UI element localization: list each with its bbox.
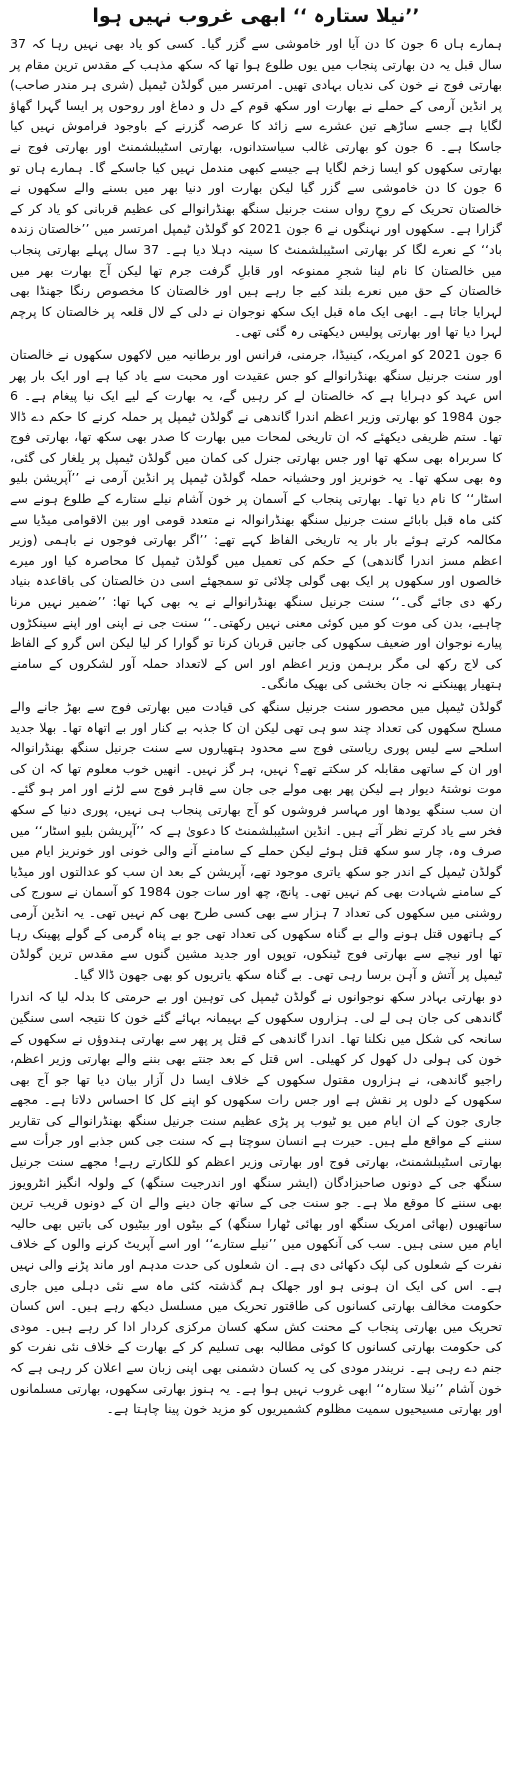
article-paragraph: گولڈن ٹیمپل میں محصور سنت جرنیل سنگھ کی قیادت میں بھارتی فوج سے بھڑ جانے والے مسلح سکھوں کی تعداد چند سو ہی تھی لیکن ان کا جذبہ بے کنار اور بے اتھاہ تھا۔ بھلا جدید اسلحے سے لیس پوری ریاستی فوج سے محدود ہتھیاروں سے سنت جرنیل سنگھ بھنڈرانوالہ اور ان کے ساتھی مقابلہ کر سکتے تھے؟ نہیں، ہر گز نہیں۔ انھیں خوب معلوم تھا کہ ان کی موت نوشتۂ دیوار ہے لیکن پھر بھی مولے جی جان سے قاہر فوج سے لڑنے اور امر ہو گئے۔ ان سب سنگھ یودھا اور مہاسر فروشوں کو آج بھارتی پنجاب ہی نہیں، پوری دنیا کے سکھ فخر سے یاد کرتے نظر آتے ہیں۔ انڈین اسٹیبلشمنٹ کا دعویٰ ہے کہ ’’آپریشن بلیو اسٹار‘‘ میں صرف وہ، چار سو سکھ قتل ہوئے لیکن حملے کے سامنے آنے والی خونی اور خونریز ایام میں گولڈن ٹیمپل کے اندر جو سکھ یاتری موجود تھے، آپریشن کے بعد ان سب کو عدالتوں اور میڈیا کے سامنے شہادت بھی کم نہیں تھی۔ پانچ، چھ اور سات جون 1984 کو آسمان نے سورج کی روشنی میں سکھوں کی تعداد 7 ہزار سے بھی کسی طرح بھی کم نہیں تھی۔ یہ انڈین آرمی کے ہاتھوں قتل ہونے والے بے گناہ سکھوں کی تعداد تھی جو بے پناہ گرمی کے گولے پھینک رہا تھا اور نیچے سے بھارتی فوج ٹینکوں، توپوں اور جدید مشین گنوں سے مقدس ترین گولڈن ٹیمپل پر آتش و آہن برسا رہی تھی۔ بے گناہ سکھ یاتریوں کو بھی جھون ڈالا گیا۔: [10, 699, 502, 982]
article-paragraph: 6 جون 2021 کو امریکہ، کینیڈا، جرمنی، فرانس اور برطانیہ میں لاکھوں سکھوں نے خالصتان اور سنت جرنیل سنگھ بھنڈرانوالے کو جس عقیدت اور محبت سے یاد کیا ہے اور ایک بار پھر اس عہد کو دہرایا ہے کہ خالصتان لے کر رہیں گے، یہ بھارت کے لیے ایک نیا پیغام ہے۔ 6 جون 1984 کو بھارتی وزیر اعظم اندرا گاندھی نے گولڈن ٹیمپل پر حملہ کرنے کا حکم دے ڈالا تھا۔ ستم ظریفی دیکھئے کہ ان تاریخی لمحات میں بھارت کا صدر بھی سکھ تھا، بھارتی فوج کا سربراہ بھی سکھ تھا اور جس بھارتی جنرل کی کمان میں گولڈن ٹیمپل پر یلغار کی گئی، وہ بھی سکھ تھا۔ یہ خونریز اور وحشیانہ حملہ گولڈن ٹیمپل پر انڈین آرمی نے ’’آپریشن بلیو اسٹار‘‘ کا نام دیا تھا۔ بھارتی پنجاب کے آسمان پر خون آشام نیلے ستارے کے طلوع ہونے سے کئی ماہ قبل بابائے سنت جرنیل سنگھ بھنڈرانوالہ نے متعدد قومی اور بین الاقوامی میڈیا سے مکالمہ کرتے ہوئے بار بار یہ تاریخی الفاظ کہے تھے: ’’اگر بھارتی فوجوں نے باہمی (وزیر اعظم مسز اندرا گاندھی) کے حکم کی تعمیل میں گولڈن ٹیمپل کا محاصرہ کیا اور میرے خالصوں اور سکھوں پر ایک بھی گولی چلائی تو سمجھئے اسی دن خالصتان کی باقاعدہ بنیاد رکھ دی جائے گی۔‘‘ سنت جرنیل سنگھ بھنڈرانوالے نے یہ بھی کہا تھا: ’’ضمیر نہیں مرنا چاہیے، بدن کی موت کو میں کوئی معنی نہیں رکھتی۔‘‘ سنت جی نے اپنی اور اپنے سینکڑوں پیارے نوجوان اور ضعیف سکھوں کی جانیں قربان کرنا تو گوارا کر لیا لیکن اس گرو کے الفاظ کی لاج رکھ لی مگر برہمن وزیر اعظم اور اس کے لاتعداد حملہ آور لشکروں کے سامنے ہتھیار پھینکنے نہ جان بخشی کی بھیک مانگی۔: [10, 346, 503, 692]
article-paragraph: دو بھارتی بہادر سکھ نوجوانوں نے گولڈن ٹیمپل کی توہین اور بے حرمتی کا بدلہ لیا کہ اندرا گاندھی کی جان ہی لے لی۔ ہزاروں سکھوں کے بہیمانہ بہائے گئے خون کا نتیجہ اسی سنگین سانحہ کی شکل میں نکلنا تھا۔ اندرا گاندھی کے قتل پر پھر سے بھارتی ہندوؤں نے سکھوں کے خون کی ہولی دل کھول کر کھیلی۔ اس قتل کے بعد جنتے بھی بننے والے بھارتی وزیر اعظم، راجیو گاندھی، نے ہزاروں مقتول سکھوں کے خلاف ایسا دل آزار بیان دیا تھا جو آج بھی سکھوں کے دلوں پر نقش ہے اور جس رات سکھوں کو اپنے کل کا احساس دلاتا ہے۔ مجھے جاری جون کے ان ایام میں یو ٹیوب پر پڑی عظیم سنت جرنیل سنگھ بھنڈرانوالے کی تقاریر سننے کے مواقع ملے ہیں۔ حیرت ہے انسان سوچتا ہے کہ سنت جی کس جذبے اور جرأت سے بھارتی اسٹیبلشمنٹ، بھارتی فوج اور بھارتی وزیر اعظم کو للکارتے رہے! مجھے سنت جرنیل سنگھ جی کے دونوں صاحبزادگان (ایشر سنگھ اور اندرجیت سنگھ) کے ولولہ انگیز انٹرویوز بھی سننے کا موقع ملا ہے۔ جو سنت جی کے ساتھ جان دینے والے ان کے دونوں قریب ترین ساتھیوں (بھائی امریک سنگھ اور بھائی ٹھارا سنگھ) کے بیٹوں اور بیٹیوں کی باتیں بھی حالیہ ایام میں سنی ہیں۔ سب کی آنکھوں میں ’’نیلے ستارے‘‘ اور اسے آپریٹ کرنے والوں کے خلاف نفرت کے شعلوں کی لپک دکھائی دی ہے۔ ان شعلوں کی حدت مدہم اور ماند پڑنے والی نہیں ہے۔ اس کی ایک ان ہونی ہو اور جھلک ہم گذشتہ کئی ماہ سے نئی دہلی میں جاری حکومت مخالف بھارتی کسانوں کی طاقتور تحریک میں مسلسل دیکھ رہے ہیں۔ اس کسان تحریک میں بھارتی پنجاب کے محنت کش سکھ کسان مرکزی کردار ادا کر رہے ہیں۔ مودی کی حکومت بھارتی کسانوں کا کوئی مطالبہ بھی تسلیم کر کے بھارت کے خلاف نئی نفرت کو جنم دے رہی ہے۔ نریندر مودی کی یہ کسان دشمنی بھی اپنی زبان سے اعلان کر رہی ہے کہ خون آشام ’’نیلا ستارہ‘‘ ابھی غروب نہیں ہوا ہے۔ یہ ہنوز بھارتی سکھوں، بھارتی مسلمانوں اور بھارتی مسیحیوں سمیت مظلوم کشمیریوں کو مزید خون پینا چاہتا ہے۔: [10, 989, 502, 1417]
article-paragraph: ہمارے ہاں 6 جون کا دن آیا اور خاموشی سے گزر گیا۔ کسی کو یاد بھی نہیں رہا کہ 37 سال قبل یہ دن بھارتی پنجاب میں یوں طلوع ہوا تھا کہ سکھ مذہب کے مقدس ترین مقام پر بھارتی فوج نے خون کی ندیاں بہادی تھیں۔ امرتسر میں گولڈن ٹیمپل (شری ہر مندر صاحب) پر انڈین آرمی کے حملے نے بھارت اور سکھ قوم کے دل و دماغ اور روحوں پر ایسا گہرا گھاؤ لگایا ہے جسے ساڑھے تین عشرے سے زائد کا عرصہ گزرنے کے باوجود فراموش نہیں کیا جاسکا ہے۔ 6 جون کو بھارتی غالب سیاستدانوں، بھارتی اسٹیبلشمنٹ اور بھارتی فوج نے بھارتی سکھوں کو ایسا زخم لگایا ہے جیسے کبھی مندمل نہیں کیا جاسکے گا۔ ہمارے ہاں تو 6 جون کا دن خاموشی سے گزر گیا لیکن بھارت اور دنیا بھر میں بسنے والے سکھوں نے خالصتان تحریک کے روحِ رواں سنت جرنیل سنگھ بھنڈرانوالے کی عظیم قربانی کو یاد کر کے گزارا ہے۔ سکھوں اور نہنگوں نے 6 جون 2021 کو گولڈن ٹیمپل امرتسر میں ’’خالصتان زندہ باد‘‘ کے نعرے لگا کر بھارتی اسٹیبلشمنٹ کا سینہ دہلا دیا ہے۔ 37 سال پہلے بھارتی پنجاب میں خالصتان کا نام لینا شجرِ ممنوعہ اور قابلِ گرفت جرم تھا لیکن آج بھارت بھر میں خالصتان کے حق میں نعرے بلند کیے جا رہے ہیں اور خالصتان کا مخصوص رنگا جھنڈا بھی لہرایا جاتا ہے۔ ابھی ایک ماہ قبل ایک سکھ نوجوان نے دلی کے لال قلعہ پر خالصتان کا پرچم لہرا دیا تھا اور بھارتی پولیس دیکھتی رہ گئی تھی۔: [10, 36, 503, 340]
article-title: ’’نیلا ستارہ ‘‘ ابھی غروب نہیں ہوا: [92, 5, 420, 27]
